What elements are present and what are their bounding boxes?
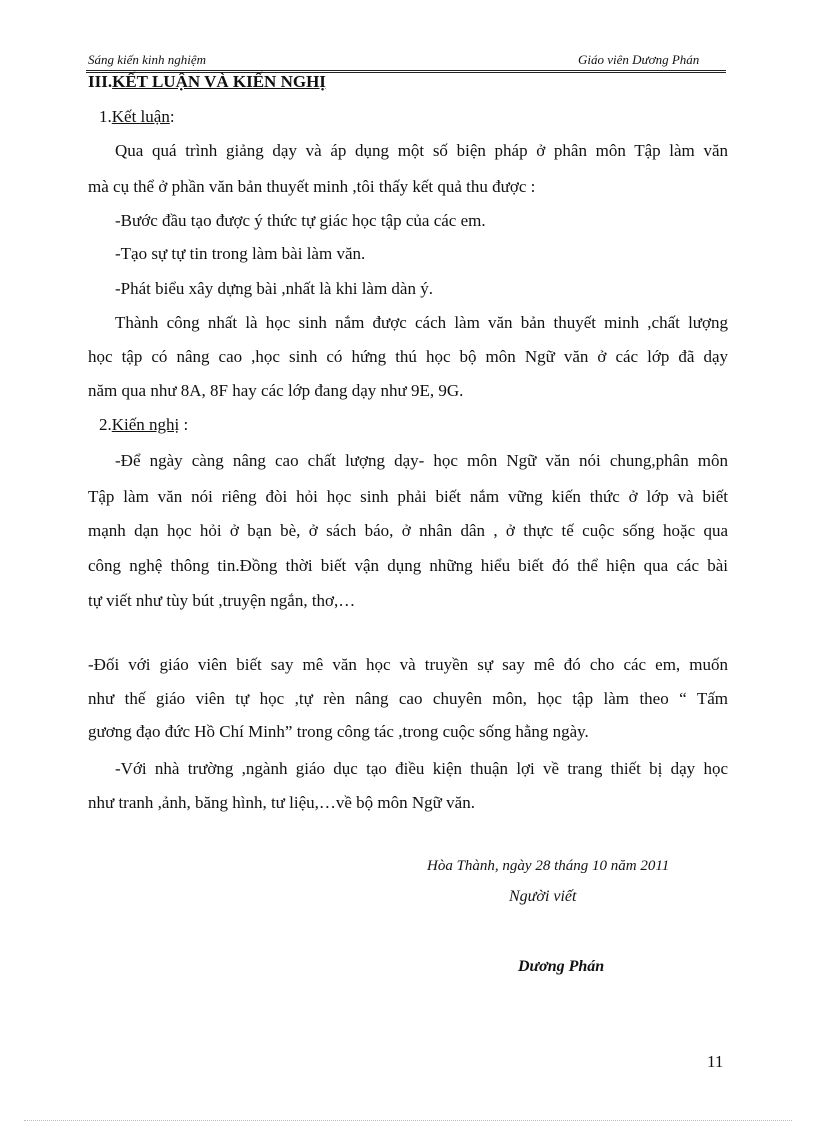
recommendation-colon: :: [179, 415, 189, 434]
paragraph-line: gương đạo đức Hồ Chí Minh” trong công tác ,trong cuộc sống hằng ngày.: [88, 722, 589, 741]
paragraph-line: Thành công nhất là học sinh nắm được cách làm văn bản thuyết minh ,chất lượng: [115, 313, 728, 332]
section-title: [88, 72, 326, 92]
paragraph-line: -Đối với giáo viên biết say mê văn học và truyền sự say mê đó cho các em, muốn: [88, 655, 728, 674]
recommendation-number: 2.: [99, 415, 112, 434]
signer-role: Người viết: [509, 888, 577, 905]
paragraph-line: Tập làm văn nói riêng đòi hỏi học sinh phải biết nắm vững kiến thức ở lớp và biết: [88, 487, 728, 506]
list-item: -Phát biểu xây dựng bài ,nhất là khi làm dàn ý.: [115, 279, 433, 298]
header-right: Giáo viên Dương Phán: [578, 52, 700, 67]
conclusion-heading: [99, 107, 175, 127]
paragraph-line: mạnh dạn học hỏi ở bạn bè, ở sách báo, ở nhân dân , ở thực tế cuộc sống hoặc qua: [88, 521, 728, 540]
section-title-text: KẾT LUẬN VÀ KIẾN NGHỊ: [112, 72, 326, 91]
paragraph-line: Qua quá trình giảng dạy và áp dụng một số biện pháp ở phân môn Tập làm văn: [115, 141, 728, 160]
paragraph-line: -Để ngày càng nâng cao chất lượng dạy- học môn Ngữ văn nói chung,phân môn: [115, 451, 728, 470]
page-bottom-rule: [24, 1120, 792, 1121]
conclusion-number: 1.: [99, 107, 112, 126]
paragraph-line: mà cụ thể ở phần văn bản thuyết minh ,tôi thấy kết quả thu được :: [88, 177, 536, 196]
recommendation-heading-text: Kiến nghị: [111, 415, 180, 434]
paragraph-line: công nghệ thông tin.Đồng thời biết vận dụng những hiểu biết đó thể hiện qua các bài: [88, 556, 728, 575]
signer-name: Dương Phán: [518, 958, 605, 975]
conclusion-heading-text: Kết luận: [111, 107, 170, 126]
paragraph-line: tự viết như tùy bút ,truyện ngắn, thơ,…: [88, 591, 356, 610]
page-number: 11: [707, 1052, 724, 1071]
conclusion-colon: :: [169, 107, 175, 126]
place-date: Hòa Thành, ngày 28 tháng 10 năm 2011: [427, 858, 670, 874]
recommendation-heading: [99, 415, 188, 435]
section-number: III.: [88, 72, 113, 91]
paragraph-line: học tập có nâng cao ,học sinh có hứng thú học bộ môn Ngữ văn ở các lớp đã dạy: [88, 347, 728, 366]
paragraph-line: năm qua như 8A, 8F hay các lớp đang dạy như 9E, 9G.: [88, 381, 464, 400]
list-item: -Tạo sự tự tin trong làm bài làm văn.: [115, 244, 366, 263]
paragraph-line: -Với nhà trường ,ngành giáo dục tạo điều kiện thuận lợi về trang thiết bị dạy học: [115, 759, 728, 778]
paragraph-line: như thế giáo viên tự học ,tự rèn nâng cao chuyên môn, học tập làm theo “ Tấm: [88, 689, 728, 708]
list-item: -Bước đầu tạo được ý thức tự giác học tập của các em.: [115, 211, 486, 230]
header-left: Sáng kiến kinh nghiệm: [88, 52, 207, 67]
paragraph-line: như tranh ,ảnh, băng hình, tư liệu,…về bộ môn Ngữ văn.: [88, 793, 475, 812]
